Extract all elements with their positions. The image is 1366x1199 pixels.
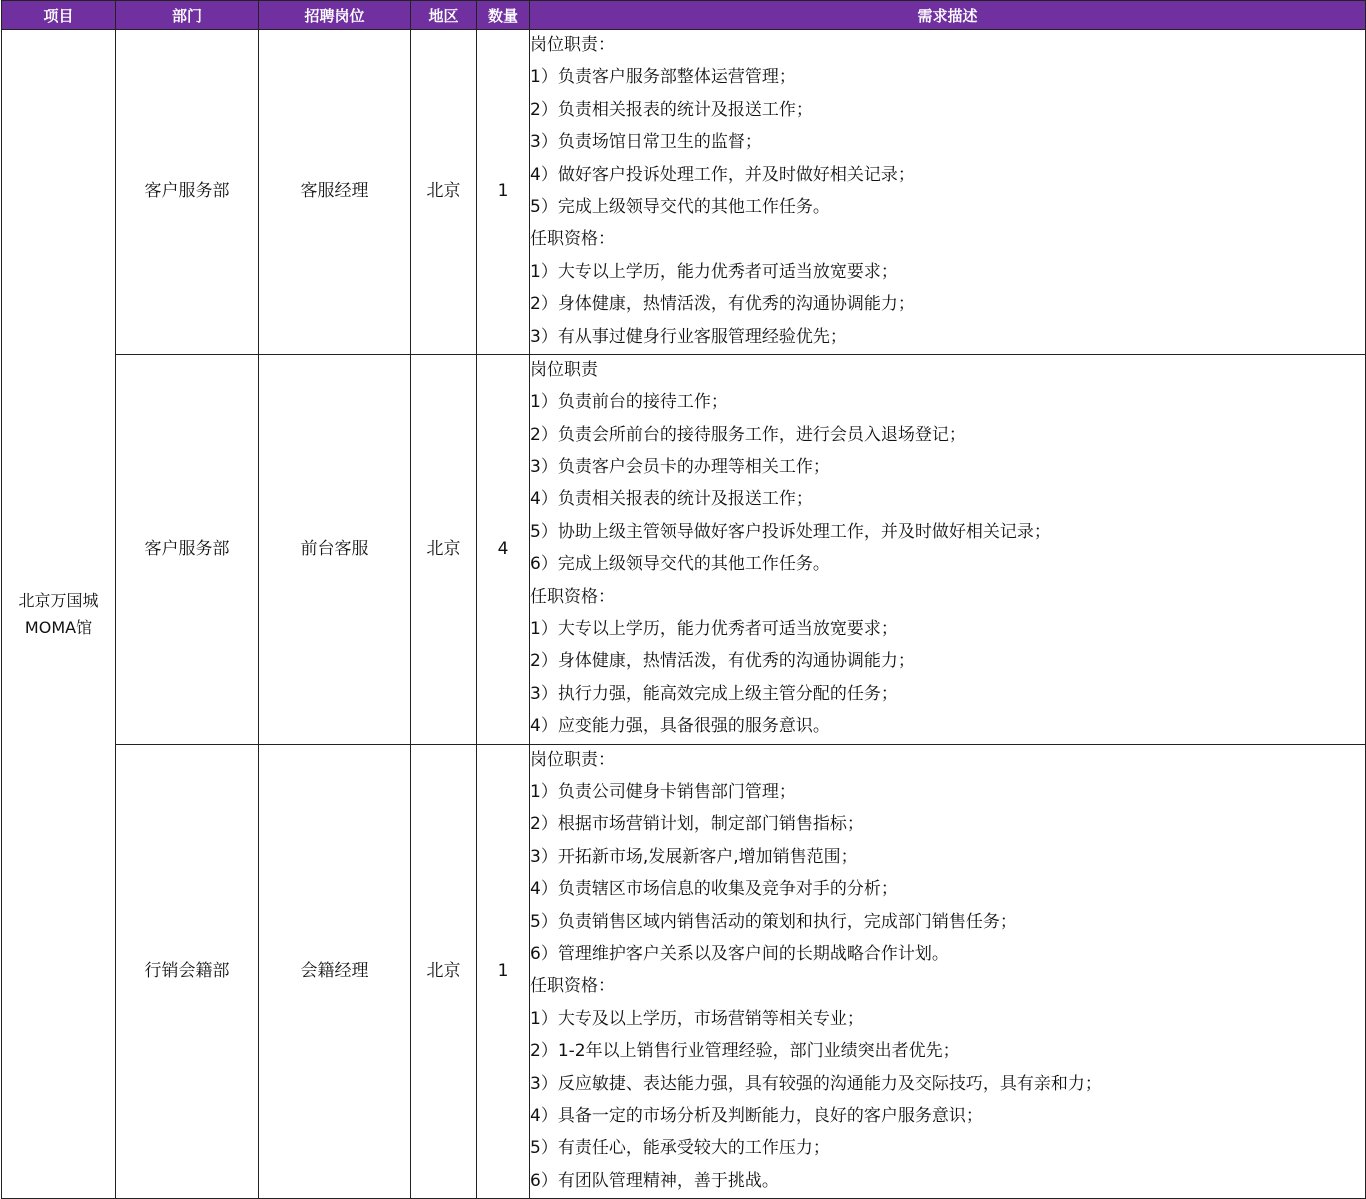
header-project: 项目 [2, 1, 116, 30]
description-line: 2）负责相关报表的统计及报送工作； [530, 99, 813, 120]
description-line: 1）大专及以上学历，市场营销等相关专业； [530, 1008, 864, 1029]
description-line: 6）完成上级领导交代的其他工作任务。 [530, 554, 830, 575]
description-line: 2）负责会所前台的接待服务工作，进行会员入退场登记； [530, 424, 966, 445]
description-cell [530, 744, 1366, 1198]
description-list [530, 745, 1365, 1198]
department-cell: 客户服务部 [116, 30, 259, 355]
description-line: 岗位职责： [530, 35, 615, 55]
description-line: 4）具备一定的市场分析及判断能力，良好的客户服务意识； [530, 1105, 983, 1126]
description-line: 1）大专以上学历，能力优秀者可适当放宽要求； [530, 261, 898, 282]
department-cell: 客户服务部 [116, 354, 259, 744]
description-line: 1）负责公司健身卡销售部门管理； [530, 781, 796, 802]
table-row [2, 30, 1366, 355]
description-line: 3）开拓新市场,发展新客户,增加销售范围； [530, 846, 858, 867]
header-position: 招聘岗位 [259, 1, 411, 30]
region-cell: 北京 [411, 744, 477, 1198]
description-line: 3）执行力强，能高效完成上级主管分配的任务； [530, 683, 898, 704]
description-line: 2）根据市场营销计划，制定部门销售指标； [530, 814, 864, 835]
description-line: 3）反应敏捷、表达能力强，具有较强的沟通能力及交际技巧，具有亲和力； [530, 1073, 1102, 1094]
project-name-line2: MOMA馆 [24, 618, 93, 638]
region-cell: 北京 [411, 30, 477, 355]
description-line: 3）负责客户会员卡的办理等相关工作； [530, 457, 830, 478]
region-cell: 北京 [411, 354, 477, 744]
header-description: 需求描述 [530, 1, 1366, 30]
description-line: 2）身体健康，热情活泼，有优秀的沟通协调能力； [530, 294, 915, 315]
description-line: 5）完成上级领导交代的其他工作任务。 [530, 196, 830, 217]
project-name-line1: 北京万国城 [18, 591, 99, 611]
description-line: 2）身体健康，热情活泼，有优秀的沟通协调能力； [530, 651, 915, 672]
description-line: 岗位职责： [530, 749, 615, 770]
description-line: 2）1-2年以上销售行业管理经验，部门业绩突出者优先； [530, 1041, 960, 1062]
table-row [2, 354, 1366, 744]
description-list [530, 355, 1365, 744]
description-line: 6）管理维护客户关系以及客户间的长期战略合作计划。 [530, 943, 949, 964]
description-line: 5）有责任心，能承受较大的工作压力； [530, 1138, 830, 1159]
header-department: 部门 [116, 1, 259, 30]
description-line: 4）应变能力强，具备很强的服务意识。 [530, 716, 830, 737]
description-line: 任职资格： [530, 229, 615, 250]
project-cell [2, 30, 116, 1199]
description-line: 1）负责客户服务部整体运营管理； [530, 67, 796, 88]
header-region: 地区 [411, 1, 477, 30]
description-line: 1）负责前台的接待工作； [530, 392, 728, 413]
position-cell: 客服经理 [259, 30, 411, 355]
description-line: 1）大专以上学历，能力优秀者可适当放宽要求； [530, 619, 898, 640]
position-cell: 会籍经理 [259, 744, 411, 1198]
description-line: 4）做好客户投诉处理工作，并及时做好相关记录； [530, 164, 915, 185]
description-cell [530, 354, 1366, 744]
description-cell [530, 30, 1366, 355]
header-row [2, 1, 1366, 30]
header-count: 数量 [477, 1, 530, 30]
description-line: 任职资格： [530, 976, 615, 997]
description-line: 任职资格： [530, 586, 615, 607]
count-cell: 1 [477, 744, 530, 1198]
description-list [530, 30, 1365, 354]
description-line: 5）负责销售区域内销售活动的策划和执行，完成部门销售任务； [530, 911, 1017, 932]
table-row [2, 744, 1366, 1198]
description-line: 4）负责相关报表的统计及报送工作； [530, 489, 813, 510]
department-cell: 行销会籍部 [116, 744, 259, 1198]
description-line: 岗位职责 [530, 359, 598, 380]
description-line: 4）负责辖区市场信息的收集及竞争对手的分析； [530, 879, 898, 900]
description-line: 3）有从事过健身行业客服管理经验优先； [530, 326, 847, 347]
description-line: 6）有团队管理精神，善于挑战。 [530, 1170, 779, 1191]
description-line: 3）负责场馆日常卫生的监督； [530, 132, 762, 153]
count-cell: 4 [477, 354, 530, 744]
description-line: 5）协助上级主管领导做好客户投诉处理工作，并及时做好相关记录； [530, 521, 1051, 542]
count-cell: 1 [477, 30, 530, 355]
position-cell: 前台客服 [259, 354, 411, 744]
recruitment-table [1, 0, 1366, 1199]
